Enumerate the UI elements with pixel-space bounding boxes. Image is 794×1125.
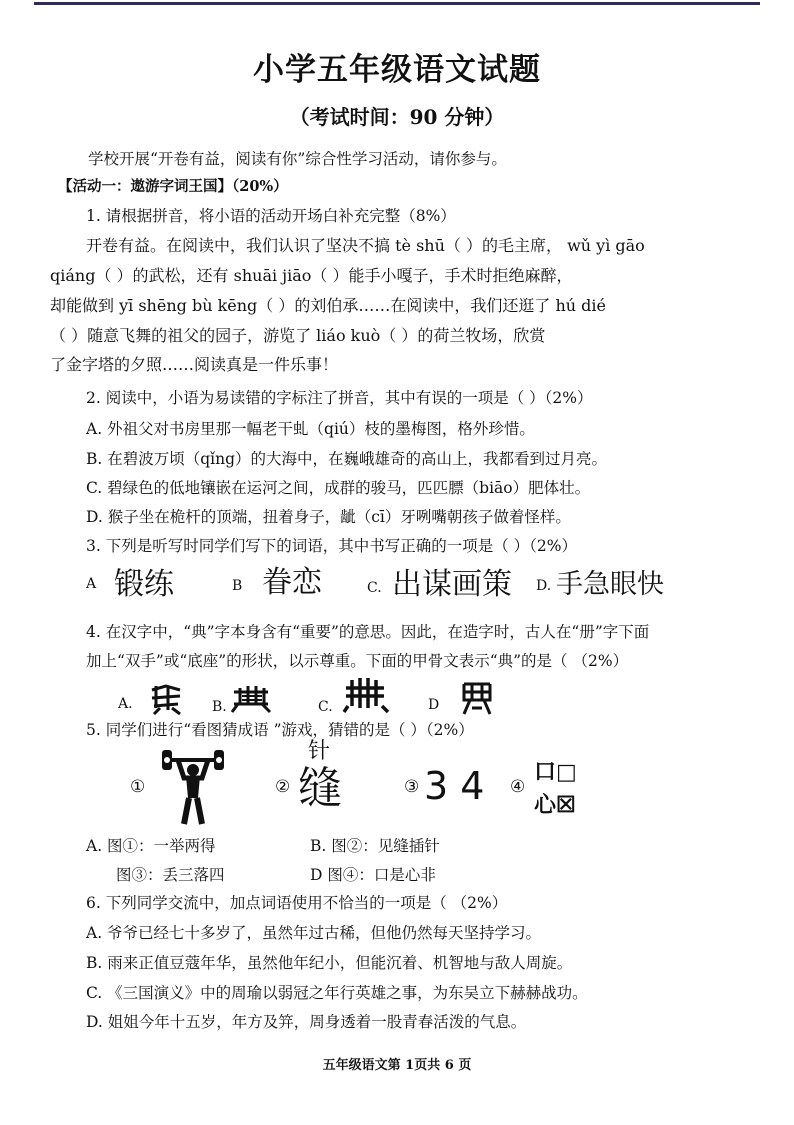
q6-stem: 6. 下列同学交流中，加点词语使用不恰当的一项是（ （2%）: [86, 894, 508, 912]
q4-option-c-letter: C.: [318, 699, 333, 715]
exam-title: 小学五年级语文试题: [253, 52, 541, 88]
oracle-glyph-d: [458, 680, 496, 718]
activity-one-heading: 【活动一：遨游字词王国】（20%）: [58, 178, 288, 195]
q3-option-b-letter: B: [232, 578, 243, 594]
q5-answer-c: 图③：丢三落四: [116, 866, 225, 884]
q5-answer-b: B. 图②：见缝插针: [310, 837, 440, 855]
pic3-numbers: 3 4: [424, 764, 485, 808]
q4-option-a-letter: A.: [118, 696, 133, 712]
q5-circle-3: ③: [404, 777, 420, 797]
pic2-needle-char: 针: [308, 739, 331, 764]
q2-option-b: B. 在碧波万顷（qǐng）的大海中，在巍峨雄奇的高山上，我都看到过月亮。: [86, 450, 608, 468]
q2-option-d: D. 猴子坐在桅杆的顶端，扭着身子，龇（cī）牙咧嘴朝孩子做着怪样。: [86, 508, 571, 526]
q5-circle-4: ④: [510, 777, 526, 797]
q1-line-5: 了金字塔的夕照……阅读真是一件乐事！: [50, 355, 339, 374]
q3-option-a-letter: A: [86, 576, 97, 592]
q4-option-d-letter: D: [428, 697, 440, 713]
q2-stem: 2. 阅读中，小语为易读错的字标注了拼音，其中有误的一项是（ ）（2%）: [86, 389, 593, 407]
q3-option-c-word: 出谋画策: [392, 567, 512, 602]
q5-answer-a: A. 图①：一举两得: [86, 837, 216, 855]
oracle-glyph-c: [342, 676, 390, 714]
weightlifter-picture: [160, 748, 226, 826]
q1-line-1: 开卷有益。在阅读中，我们认识了坚决不搞 tè shū（ ）的毛主席， wǔ yì gāo: [86, 236, 645, 255]
q5-stem: 5. 同学们进行“看图猜成语 ”游戏，猜错的是（ ）（2%）: [86, 721, 474, 739]
q5-circle-1: ①: [130, 777, 146, 797]
q6-option-b: B. 雨来正值豆蔻年华，虽然他年纪小，但能沉着、机智地与敌人周旋。: [86, 954, 573, 972]
q6-option-a: A. 爷爷已经七十多岁了，虽然年过古稀，但他仍然每天坚持学习。: [86, 924, 542, 942]
q1-line-3: 却能做到 yī shēng bù kēng（ ）的刘伯承……在阅读中，我们还逛了 hú dié: [50, 296, 606, 315]
q4-line-1: 4. 在汉字中，“典”字本身含有“重要”的意思。因此，在造字时，古人在“册”字下面: [86, 623, 650, 641]
q5-answer-d: D 图④：口是心非: [310, 866, 436, 884]
pic4-bottom-row: 心☒: [534, 792, 576, 818]
q2-option-c: C. 碧绿色的低地镶嵌在运河之间，成群的骏马，匹匹膘（biāo）肥体壮。: [86, 479, 591, 497]
intro-text: 学校开展“开卷有益，阅读有你”综合性学习活动，请你参与。: [88, 150, 507, 168]
q6-option-d: D. 姐姐今年十五岁，年方及笄，周身透着一股青春活泼的气息。: [86, 1013, 527, 1031]
q3-option-d-word: 手急眼快: [556, 569, 664, 600]
oracle-glyph-b: [228, 682, 274, 714]
q3-stem: 3. 下列是听写时同学们写下的词语，其中书写正确的一项是（ ）（2%）: [86, 537, 577, 555]
exam-subtitle: （考试时间：90 分钟）: [289, 105, 505, 129]
pic4-top-row: 口□: [534, 759, 577, 785]
q2-option-a: A. 外祖父对书房里那一幅老干虬（qiú）枝的墨梅图，格外珍惜。: [86, 420, 535, 438]
pic2-seam-char: 缝: [298, 763, 342, 814]
q3-option-d-letter: D.: [536, 578, 552, 594]
q1-line-4: （ ）随意飞舞的祖父的园子，游览了 liáo kuò（ ）的荷兰牧场，欣赏: [50, 326, 546, 345]
q1-stem: 1. 请根据拼音，将小语的活动开场白补充完整（8%）: [86, 207, 456, 225]
top-border: [34, 2, 760, 5]
q3-option-c-letter: C.: [367, 580, 382, 596]
q5-circle-2: ②: [275, 777, 291, 797]
page-footer: 五年级语文第 1页共 6 页: [322, 1058, 472, 1073]
q4-line-2: 加上“双手”或“底座”的形状，以示尊重。下面的甲骨文表示“典”的是（ （2%）: [86, 652, 629, 670]
q4-option-b-letter: B.: [212, 699, 227, 715]
oracle-glyph-a: [146, 682, 186, 716]
q6-option-c: C. 《三国演义》中的周瑜以弱冠之年行英雄之事，为东吴立下赫赫战功。: [86, 984, 588, 1002]
q3-option-b-word: 眷恋: [262, 565, 322, 600]
q1-line-2: qiáng（ ）的武松，还有 shuāi jiāo（ ）能手小嘎子，手术时拒绝麻醉，: [50, 266, 573, 285]
q3-option-a-word: 锻练: [114, 567, 174, 602]
